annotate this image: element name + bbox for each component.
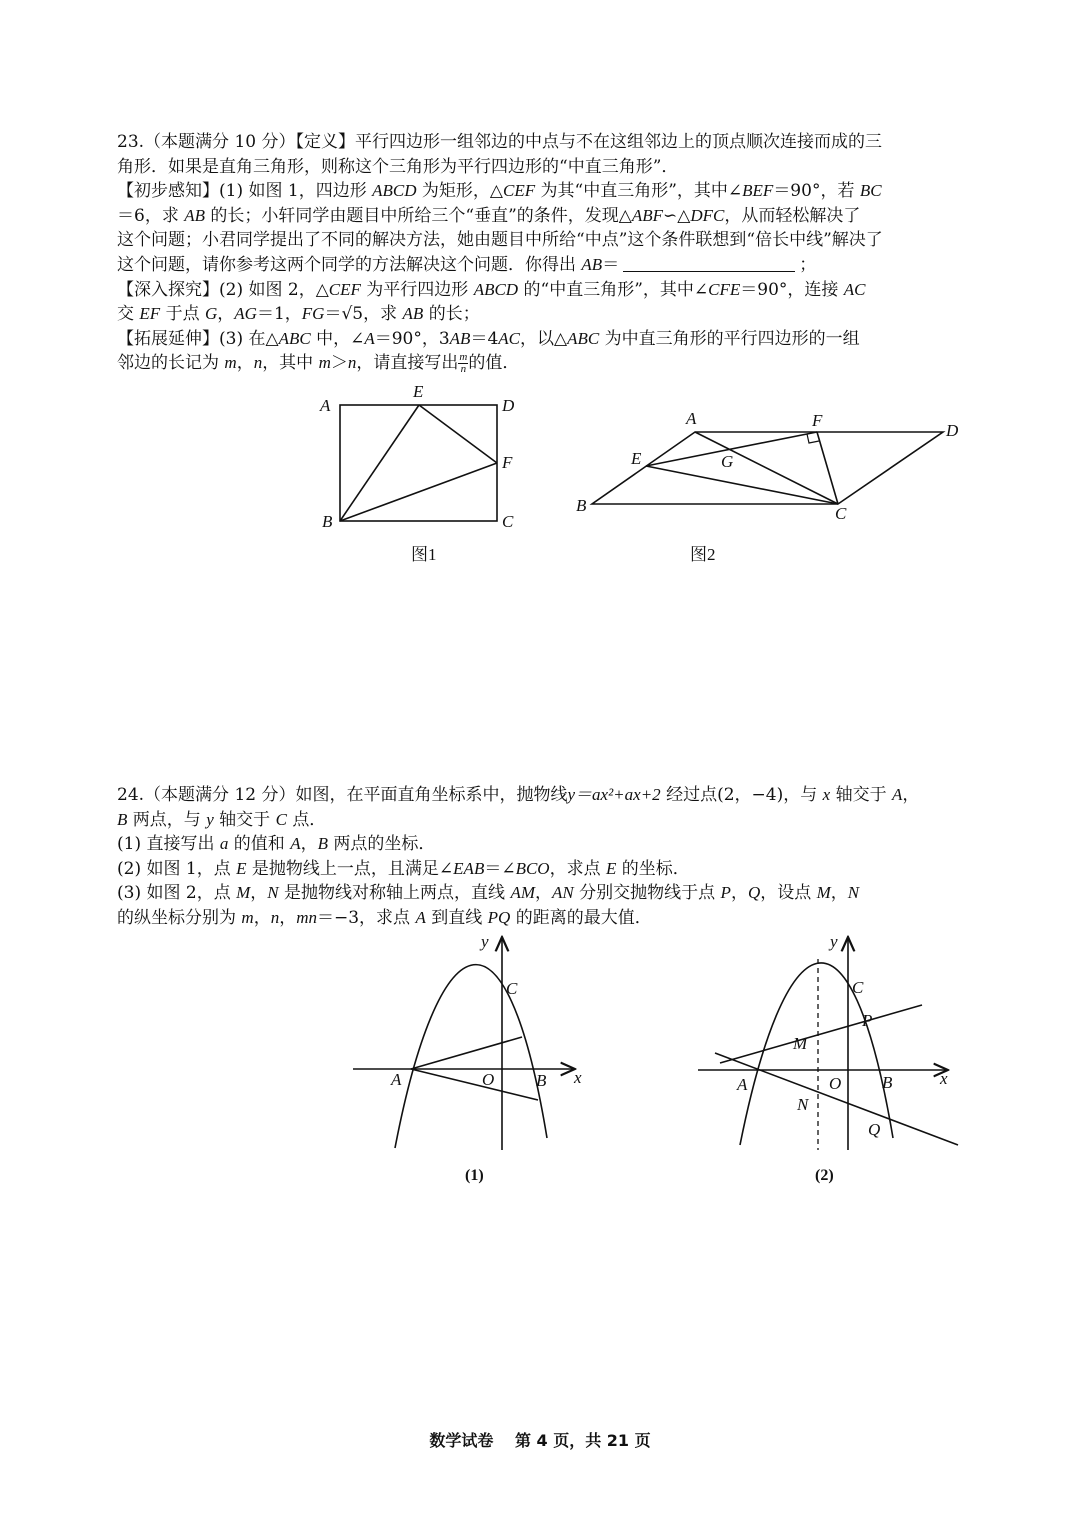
label-p: P <box>862 1011 873 1030</box>
q23-line-10: 邻边的长记为 m，n，其中 m＞n，请直接写出 $\frac{m}{n}$ 的值． <box>117 351 520 376</box>
q23-line-3: 【初步感知】(1) 如图 1，四边形 ABCD 为矩形，△CEF 为其“中直三角形”，其中∠BEF＝90°，若 BC <box>117 181 882 202</box>
graph-1 <box>345 925 605 1190</box>
segment-ec <box>646 466 838 504</box>
label-c: C <box>835 504 847 523</box>
answer-blank[interactable] <box>623 255 795 272</box>
q23-line-2: 角形．如果是直角三角形，则称这个三角形为平行四边形的“中直三角形”． <box>117 156 679 177</box>
label-b: B <box>882 1073 893 1092</box>
label-g: G <box>721 452 734 471</box>
label-f: F <box>812 411 823 430</box>
fraction-m-over-n: $\frac{m}{n}$ <box>459 351 468 376</box>
line-aq <box>715 1053 958 1145</box>
rectangle-abcd <box>340 405 497 521</box>
label-e: E <box>631 449 642 468</box>
label-n: N <box>797 1095 809 1114</box>
label-o: O <box>829 1074 842 1093</box>
label-b: B <box>536 1071 547 1090</box>
q23-line-6: 这个问题，请你参考这两个同学的方法解决这个问题．你得出 AB＝ ； <box>117 254 817 275</box>
label-m: M <box>793 1034 808 1053</box>
segment-ef <box>419 405 497 463</box>
label-x: x <box>574 1068 582 1087</box>
figure-1 <box>310 375 540 570</box>
q23-line-5: 这个问题；小君同学提出了不同的解决方法，她由题目中所给“中点”这个条件联想到“倍长中线”解决了 <box>117 230 883 251</box>
footer-subject: 数学试卷 <box>429 1431 494 1450</box>
parabola <box>395 965 547 1148</box>
graph-1-caption: (1) <box>465 1167 484 1184</box>
label-a: A <box>737 1075 748 1094</box>
label-x: x <box>940 1069 948 1088</box>
q23-line-9: 【拓展延伸】(3) 在△ABC 中，∠A＝90°，3AB＝4AC，以△ABC 为中直三角形的平行四边形的一组 <box>117 328 860 349</box>
graph-2 <box>690 925 970 1190</box>
q24-line-5: (3) 如图 2，点 M，N 是抛物线对称轴上两点，直线 AM，AN 分别交抛物线于点 P，Q，设点 M，N <box>117 883 860 904</box>
label-y: y <box>830 932 838 951</box>
label-f: F <box>502 453 513 472</box>
page-footer <box>0 1428 1080 1451</box>
figure-2 <box>570 400 970 570</box>
figure-2-caption: 图2 <box>690 545 716 564</box>
q23-line-8: 交 EF 于点 G，AG＝1，FG＝√5，求 AB 的长； <box>117 304 480 325</box>
q24-line-2: B 两点，与 y 轴交于 C 点． <box>117 809 327 830</box>
line-ap <box>720 1005 922 1063</box>
label-a: A <box>391 1070 402 1089</box>
q24-line-6: 的纵坐标分别为 m，n，mn＝−3，求点 A 到直线 PQ 的距离的最大值． <box>117 907 652 928</box>
label-q: Q <box>868 1120 881 1139</box>
label-y: y <box>481 932 489 951</box>
question-23 <box>117 130 967 376</box>
line-ae-lower <box>411 1069 538 1100</box>
figure-1-caption: 图1 <box>411 545 437 564</box>
q23-line-4: ＝6，求 AB 的长；小轩同学由题目中所给三个“垂直”的条件，发现△ABF∽△DFC，从而轻松解决了 <box>117 205 861 226</box>
label-d: D <box>946 421 959 440</box>
footer-page-number: 第 4 页，共 21 页 <box>514 1431 651 1450</box>
label-c: C <box>502 512 514 531</box>
graph-2-caption: (2) <box>815 1167 834 1184</box>
label-c: C <box>506 979 518 998</box>
question-24 <box>117 783 967 931</box>
q23-line-7: 【深入探究】(2) 如图 2，△CEF 为平行四边形 ABCD 的“中直三角形”，其中∠CFE＝90°，连接 AC <box>117 279 866 300</box>
label-d: D <box>502 396 515 415</box>
parabola <box>740 963 893 1145</box>
label-e: E <box>413 382 424 401</box>
segment-be <box>340 405 419 521</box>
q24-line-1: 24.（本题满分 12 分）如图，在平面直角坐标系中，抛物线y＝ax²+ax+2 经过点(2，−4)，与 x 轴交于 A， <box>117 785 920 805</box>
segment-fc <box>817 432 838 504</box>
q24-line-4: (2) 如图 1，点 E 是抛物线上一点，且满足∠EAB＝∠BCO，求点 E 的坐标． <box>117 858 690 879</box>
segment-bf <box>340 463 497 521</box>
q23-line-1: 23.（本题满分 10 分）【定义】平行四边形一组邻边的中点与不在这组邻边上的顶点顺次连接而成的三 <box>117 132 882 152</box>
label-b: B <box>576 496 587 515</box>
label-a: A <box>320 396 331 415</box>
label-b: B <box>322 512 333 531</box>
q24-line-3: (1) 直接写出 a 的值和 A，B 两点的坐标． <box>117 834 436 855</box>
label-a: A <box>686 409 697 428</box>
label-c: C <box>852 978 864 997</box>
label-o: O <box>482 1070 495 1089</box>
line-ae-upper <box>411 1037 522 1069</box>
